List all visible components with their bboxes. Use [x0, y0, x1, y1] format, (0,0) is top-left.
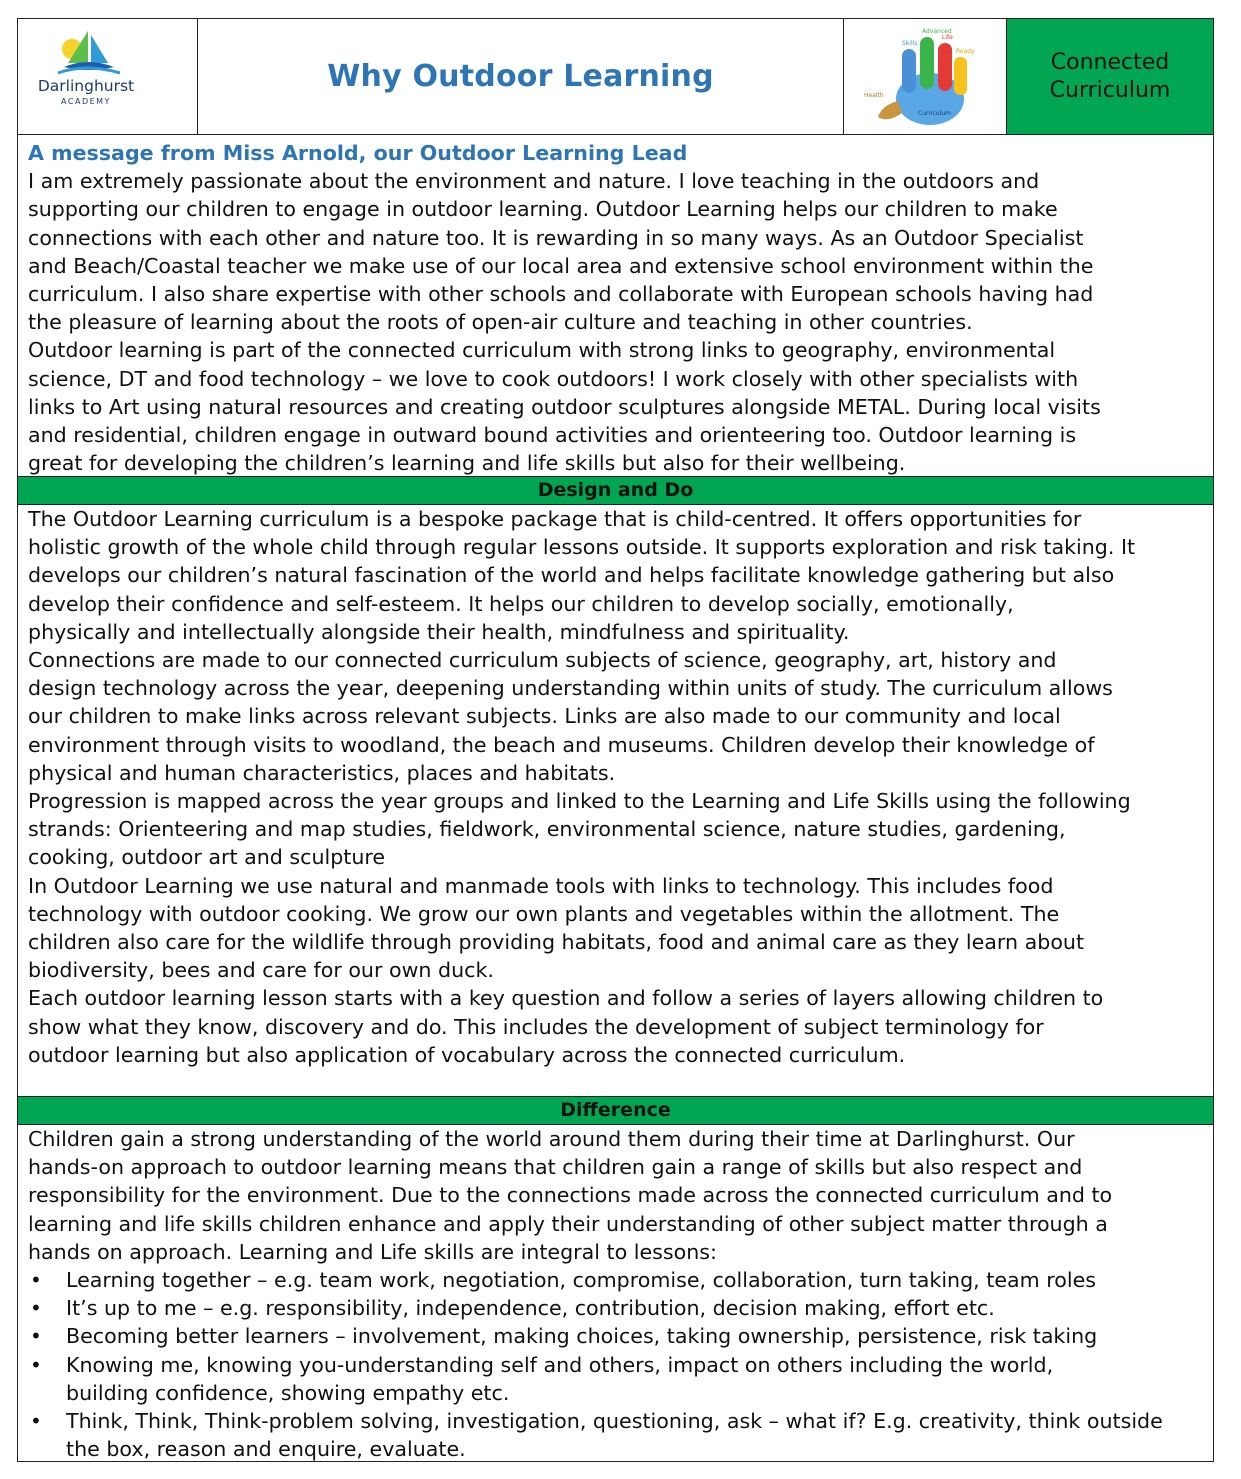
svg-text:Health: Health [864, 92, 884, 99]
message-line: supporting our children to engage in outdoor learning. Outdoor Learning helps our children to make [28, 197, 1058, 222]
design-line: The Outdoor Learning curriculum is a bespoke package that is child-centred. It offers opportunities for [28, 507, 1082, 531]
list-item [28, 1351, 1163, 1407]
design-section [28, 505, 1135, 1069]
list-item-line: • Knowing me, knowing you-understanding self and others, impact on others including the world, [66, 1352, 1054, 1377]
svg-text:Advanced: Advanced [922, 28, 952, 35]
message-line: and residential, children engage in outward bound activities and orienteering too. Outdoor learning is [28, 423, 1077, 448]
design-line: cooking, outdoor art and sculpture [28, 845, 386, 870]
badge-line-2: Curriculum [1049, 77, 1171, 103]
design-line: Each outdoor learning lesson starts with a key question and follow a series of layers allowing children to [28, 986, 1104, 1011]
design-line: outdoor learning but also application of vocabulary across the connected curriculum. [28, 1042, 906, 1067]
header-row [18, 19, 1213, 135]
list-item [28, 1294, 1163, 1322]
hand-icon [844, 19, 1004, 133]
svg-text:Curriculum: Curriculum [918, 110, 951, 117]
message-line: curriculum. I also share expertise with other schools and collaborate with European schools having had [28, 282, 1094, 307]
message-heading: A message from Miss Arnold, our Outdoor Learning Lead [28, 141, 688, 165]
message-line: the pleasure of learning about the roots of open-air culture and teaching in other countries. [28, 310, 973, 335]
list-item-line: • It’s up to me – e.g. responsibility, independence, contribution, decision making, effort etc. [66, 1296, 995, 1321]
design-line: physical and human characteristics, places and habitats. [28, 760, 616, 785]
sailboat-logo-icon [28, 27, 148, 83]
difference-line: hands on approach. Learning and Life skills are integral to lessons: [28, 1239, 717, 1264]
difference-line: Children gain a strong understanding of the world around them during their time at Darlinghurst. Our [28, 1127, 1075, 1151]
svg-text:Life: Life [942, 34, 953, 41]
design-line: Progression is mapped across the year groups and linked to the Learning and Life Skills using the following [28, 789, 1131, 814]
badge-label [1030, 49, 1190, 105]
difference-line: learning and life skills children enhance and apply their understanding of other subject matter through a [28, 1211, 1108, 1236]
design-line: our children to make links across relevant subjects. Links are also made to our community and local [28, 704, 1061, 729]
design-line: environment through visits to woodland, the beach and museums. Children develop their knowledge of [28, 732, 1095, 757]
message-line: I am extremely passionate about the environment and nature. I love teaching in the outdoors and [28, 169, 1040, 194]
design-line: develop their confidence and self-esteem. It helps our children to develop socially, emotionally, [28, 591, 1014, 616]
school-logo [18, 19, 198, 134]
difference-heading: Difference [18, 1096, 1213, 1125]
list-item-line: • Learning together – e.g. team work, negotiation, compromise, collaboration, turn taking, team roles [66, 1268, 1096, 1293]
list-item-line: • Becoming better learners – involvement, making choices, taking ownership, persistence, risk taking [66, 1324, 1098, 1349]
list-item [28, 1407, 1163, 1463]
list-item-line: building confidence, showing empathy etc. [66, 1380, 510, 1405]
badge-line-1: Connected [1050, 49, 1170, 75]
list-item-line: • Think, Think, Think-problem solving, investigation, questioning, ask – what if? E.g. creativity, think outside [66, 1409, 1163, 1434]
difference-line: responsibility for the environment. Due to the connections made across the connected curriculum and to [28, 1183, 1113, 1208]
list-item-line: the box, reason and enquire, evaluate. [66, 1437, 466, 1462]
design-line: Connections are made to our connected curriculum subjects of science, geography, art, history and [28, 648, 1057, 673]
logo-name: Darlinghurst [37, 77, 135, 95]
curriculum-hand-graphic [844, 19, 1007, 134]
logo-subtitle: ACADEMY [61, 97, 111, 106]
design-line: strands: Orienteering and map studies, fieldwork, environmental science, nature studies, gardening, [28, 817, 1066, 842]
page-title: Why Outdoor Learning [327, 59, 714, 94]
design-line: design technology across the year, deepening understanding within units of study. The curriculum allows [28, 676, 1113, 701]
difference-section [28, 1125, 1163, 1463]
svg-text:Skills: Skills [902, 40, 918, 47]
list-item [28, 1266, 1163, 1294]
design-line: children also care for the wildlife through providing habitats, food and animal care as they learn about [28, 930, 1085, 955]
design-and-do-heading: Design and Do [18, 476, 1213, 505]
difference-line: hands-on approach to outdoor learning means that children gain a range of skills but also respect and [28, 1155, 1083, 1180]
message-line: Outdoor learning is part of the connected curriculum with strong links to geography, environmental [28, 338, 1056, 363]
message-line: great for developing the children’s learning and life skills but also for their wellbeing. [28, 451, 906, 476]
design-line: biodiversity, bees and care for our own duck. [28, 958, 494, 983]
document-page [17, 18, 1214, 1462]
message-line: and Beach/Coastal teacher we make use of our local area and extensive school environment within the [28, 253, 1094, 278]
message-line: science, DT and food technology – we love to cook outdoors! I work closely with other specialists with [28, 366, 1079, 391]
message-line: links to Art using natural resources and creating outdoor sculptures alongside METAL. During local visits [28, 394, 1101, 419]
life-skills-list [28, 1266, 1163, 1463]
design-line: show what they know, discovery and do. This includes the development of subject terminology for [28, 1014, 1044, 1039]
list-item [28, 1322, 1163, 1350]
title-cell [198, 19, 844, 134]
design-line: technology with outdoor cooking. We grow our own plants and vegetables within the allotment. The [28, 901, 1060, 926]
design-line: holistic growth of the whole child through regular lessons outside. It supports exploration and risk taking. It [28, 535, 1136, 560]
svg-text:Ready: Ready [956, 48, 975, 55]
design-line: develops our children’s natural fascination of the world and helps facilitate knowledge gathering but also [28, 563, 1115, 588]
design-line: physically and intellectually alongside their health, mindfulness and spirituality. [28, 619, 850, 644]
connected-curriculum-badge [1007, 19, 1213, 134]
design-line: In Outdoor Learning we use natural and manmade tools with links to technology. This includes food [28, 873, 1054, 898]
message-line: connections with each other and nature too. It is rewarding in so many ways. As an Outdoor Specialist [28, 225, 1084, 250]
message-section [28, 139, 1101, 477]
